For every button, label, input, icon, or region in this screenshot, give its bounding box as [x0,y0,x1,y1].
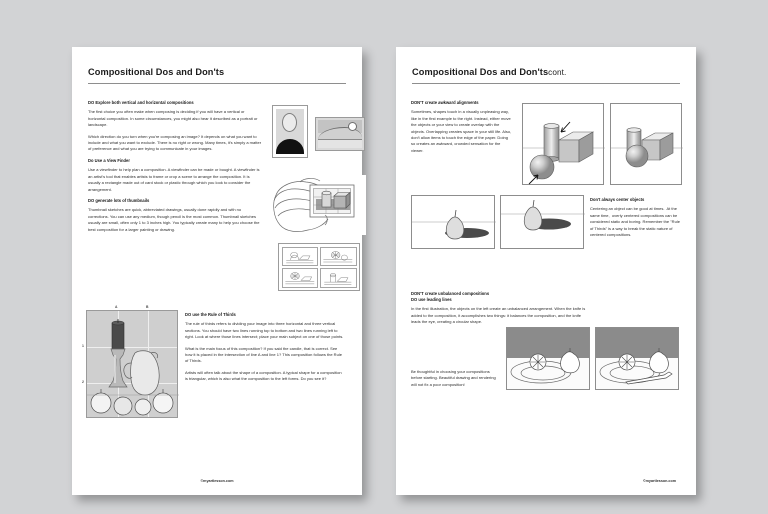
footer-right: ©myartlesson.com [642,479,676,483]
hand-viewfinder-drawing [270,175,366,235]
rot-label-a: A [115,304,118,309]
para-explore-1: The first choice you often make when composing is deciding if you will have a vertical or horizontal composition. In some circumstances, you might also hear it described as a portrait or landscape. [88,109,259,128]
rot-label-2: 2 [82,380,84,384]
heading-unbalanced: DON'T create unbalanced compositions [411,291,490,296]
para-rot-3: Artists will often talk about the shape of a composition. A typical shape for a composition is triangular, which is also what the composition to the left forms. Do you see it? [185,369,343,382]
right-text-unbalanced-head [411,291,591,326]
figure-thumbnail-sketches [278,243,360,291]
rot-label-1: 1 [82,344,84,348]
leading-lines-stilllife-drawing [596,328,679,390]
heading-leading-lines: DO use leading lines [411,297,452,303]
para-unbalanced-1: In the first illustration, the objects on the left create an unbalanced arrangement. When the knife is added to the composition, it accomplishes two things: it balances the composition, and the knife leads the eye, creating a circular shape. [411,306,587,325]
thumbnail-cell [282,268,319,288]
heading-thumbnails: DO generate lots of thumbnails [88,197,150,203]
left-text-column-2 [185,312,345,383]
landscape-ground [318,139,362,148]
para-thumbnails-1: Thumbnail sketches are quick, abbreviated drawings, usually done rapidly and with no corrections. You can use any medium, though pencil is the most common. Thumbnail sketches usually are small, often only 1 to 3 inches high. You typically create many to help you choose the best composition for a larger painting or drawing. [88,207,261,232]
centered-pear-drawing [412,196,496,250]
left-text-column-1 [88,100,263,233]
offcenter-pear-drawing [501,196,585,250]
awkward-alignment-good-drawing [611,104,683,186]
right-text-awkward [411,100,513,154]
awkward-alignment-bad-drawing [523,104,605,186]
thumbnail-grid [282,247,357,288]
page-title-left [86,67,348,77]
page-left [72,47,362,495]
para-rot-1: The rule of thirds refers to dividing your image into three horizontal and three vertical sections. You should have two lines running top to bottom and two lines running left to right. Look at where those lines intersect; place your main subject on one of those points. [185,321,344,340]
figure-offcenter-pear [500,195,584,249]
para-awkward-1: Sometimes, shapes touch in a visually unpleasing way, like in the first example to the right. Instead, either move the objects or your view to create overlap with the objects. Overlapping creates space in your still life. Also, don't allow items to touch the edge of the paper. Doing so creates an awkward, crowded sensation for the viewer. [411,109,513,153]
stilllife-drawing [87,311,179,419]
figure-rule-of-thirds-stilllife [82,304,178,418]
heading-dont-center: Don't always center objects [590,197,645,202]
para-unbalanced-2: Be thoughtful in choosing your compositions before starting. Beautiful drawing and rendering will not fix a poor composition! [411,369,497,387]
page-title-right [410,67,682,77]
figure-landscape-composition [315,117,365,151]
figure-leading-lines-stilllife [595,327,679,390]
heading-viewfinder: Do Use a View Finder [88,157,130,163]
right-text-centering [590,197,680,238]
para-explore-2: Which direction do you turn when you're composing an image? It depends on what you want to include and what you want to exclude. There is no right or wrong. Many times, it's simply a matter of preference and what you are trying to communicate in your images. [88,133,263,152]
thumbnail-cell [320,268,357,288]
title-divider-right [412,83,680,84]
para-center-1: Centering an object can be good at times. At the same time, overly centered compositions can be considered static and boring. Remember the "Rule of Thirds" is a way to break the static nature of centered compositions. [590,206,682,238]
thumbnail-cell [282,247,319,267]
heading-explore: DO Explore both vertical and horizontal compositions [88,100,194,105]
page-right [396,47,696,495]
heading-awkward-alignments: DON'T create awkward alignments [411,100,479,105]
figure-awkward-alignment-good [610,103,682,185]
unbalanced-stilllife-drawing [507,328,590,390]
page-title-right-cont: cont. [548,68,567,77]
thumbnail-cell [320,247,357,267]
para-viewfinder-1: Use a viewfinder to help plan a composition. A viewfinder can be made or bought. A viewfinder is an artist's tool that enables artists to frame or crop a scene to arrange the composition. It is usually a rectangle made out of card stock or plastic through which you look to consider the arrangement. [88,167,261,192]
landscape-sun [348,122,357,131]
rot-label-b: B [146,304,149,309]
figure-portrait-composition [272,105,308,158]
portrait-head-shape [282,113,297,132]
figure-unbalanced-stilllife [506,327,590,390]
footer-left: ©myartlesson.com [200,479,234,483]
heading-rule-of-thirds: DO use the Rule of Thirds [185,312,236,317]
title-divider-left [88,83,346,84]
page-title-left-text: Compositional Dos and Don'ts [88,67,225,77]
figure-centered-pear [411,195,495,249]
figure-hand-viewfinder [270,175,366,235]
para-rot-2: What is the main focus of this composition? If you said the candle, that is correct. See how it is placed in the intersection of line A and line 1? This composition follows the Rule of Thirds. [185,345,344,364]
right-text-unbalanced-body [411,369,499,388]
figure-awkward-alignment-bad [522,103,604,185]
page-title-right-text: Compositional Dos and Don'ts [412,67,549,77]
